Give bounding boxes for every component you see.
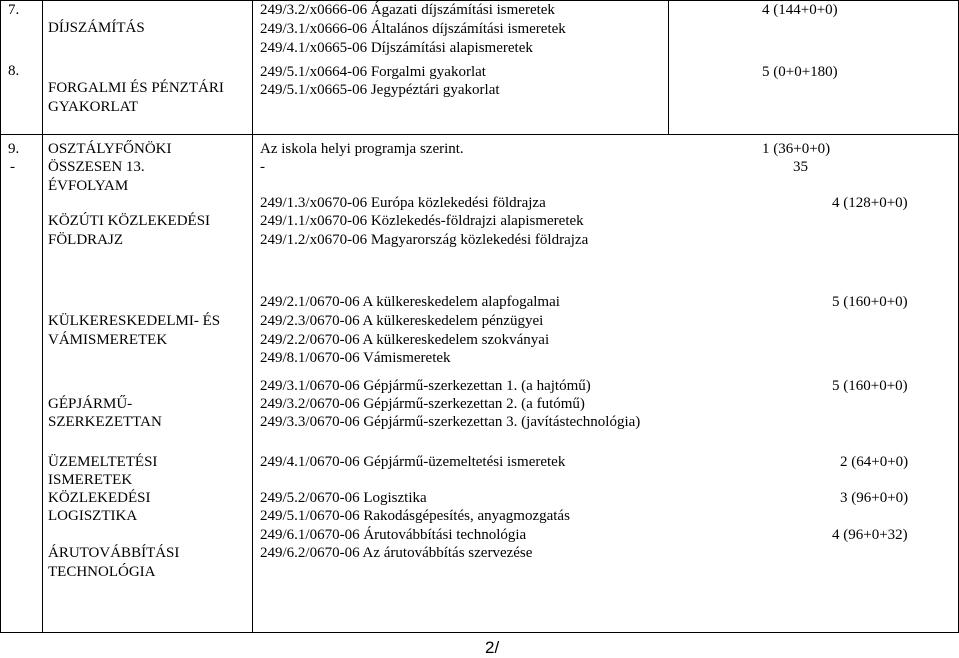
row9-number: 9. xyxy=(8,141,20,157)
row7-module-1: 249/3.2/x0666-06 Ágazati díjszámítási ismeretek xyxy=(260,2,555,18)
total-label-line2: ÉVFOLYAM xyxy=(48,178,129,194)
row9-subject: OSZTÁLYFŐNÖKI xyxy=(48,141,172,157)
row8-number: 8. xyxy=(8,63,20,79)
divider-section-bottom xyxy=(0,632,959,633)
kulker-subject-line2: VÁMISMERETEK xyxy=(48,332,168,348)
kulker-module-1: 249/2.1/0670-06 A külkereskedelem alapfogalmai xyxy=(260,294,560,310)
row7-subject: DÍJSZÁMÍTÁS xyxy=(48,20,145,36)
row8-module-2: 249/5.1/x0665-06 Jegypéztári gyakorlat xyxy=(260,82,500,98)
row8-subject-line1: FORGALMI ÉS PÉNZTÁRI xyxy=(48,80,224,96)
gepjarmu-module-1: 249/3.1/0670-06 Gépjármű-szerkezettan 1. (a hajtómű) xyxy=(260,378,591,394)
kulker-module-2: 249/2.3/0670-06 A külkereskedelem pénzügyei xyxy=(260,313,544,329)
aruto-hours: 4 (96+0+32) xyxy=(832,527,908,543)
kulker-hours: 5 (160+0+0) xyxy=(832,294,908,310)
row8-module-1: 249/5.1/x0664-06 Forgalmi gyakorlat xyxy=(260,64,486,80)
kulker-module-4: 249/8.1/0670-06 Vámismeretek xyxy=(260,350,451,366)
page-number: 2/ xyxy=(485,638,500,657)
gepjarmu-module-2: 249/3.2/0670-06 Gépjármű-szerkezettan 2. (a futómű) xyxy=(260,396,585,412)
aruto-module-2: 249/6.2/0670-06 Az árutovábbítás szervezése xyxy=(260,545,533,561)
row7-module-2: 249/3.1/x0666-06 Általános díjszámítási ismeretek xyxy=(260,21,566,37)
kozuti-subject-line1: KÖZÚTI KÖZLEKEDÉSI xyxy=(48,213,211,229)
logisztika-module-2: 249/5.1/0670-06 Rakodásgépesítés, anyagmozgatás xyxy=(260,508,570,524)
logisztika-subject-line2: LOGISZTIKA xyxy=(48,508,138,524)
col-subject-divider xyxy=(252,0,253,633)
kozuti-subject-line2: FÖLDRAJZ xyxy=(48,232,124,248)
gepjarmu-subject-line2: SZERKEZETTAN xyxy=(48,414,162,430)
aruto-module-1: 249/6.1/0670-06 Árutovábbítási technológia xyxy=(260,527,527,543)
divider-row9-top xyxy=(0,134,959,135)
aruto-subject-line2: TECHNOLÓGIA xyxy=(48,564,156,580)
row9-hours: 1 (36+0+0) xyxy=(762,141,831,157)
kozuti-hours: 4 (128+0+0) xyxy=(832,195,908,211)
kulker-module-3: 249/2.2/0670-06 A külkereskedelem szokványai xyxy=(260,332,550,348)
uzem-hours: 2 (64+0+0) xyxy=(840,454,909,470)
gepjarmu-subject-line1: GÉPJÁRMŰ- xyxy=(48,396,133,412)
uzem-module: 249/4.1/0670-06 Gépjármű-üzemeltetési ismeretek xyxy=(260,454,566,470)
col-module-divider xyxy=(668,0,669,135)
gepjarmu-hours: 5 (160+0+0) xyxy=(832,378,908,394)
row8-subject-line2: GYAKORLAT xyxy=(48,99,138,115)
gepjarmu-module-3: 249/3.3/0670-06 Gépjármű-szerkezettan 3. (javítástechnológia) xyxy=(260,414,641,430)
aruto-subject-line1: ÁRUTOVÁBBÍTÁSI xyxy=(48,545,180,561)
uzem-subject-line2: ISMERETEK xyxy=(48,472,133,488)
row7-module-3: 249/4.1/x0665-06 Díjszámítási alapismeretek xyxy=(260,40,533,56)
col-num-divider xyxy=(42,0,43,633)
logisztika-hours: 3 (96+0+0) xyxy=(840,490,909,506)
kulker-subject-line1: KÜLKERESKEDELMI- ÉS xyxy=(48,313,221,329)
total-module-dash: - xyxy=(260,159,265,175)
kozuti-module-2: 249/1.1/x0670-06 Közlekedés-földrajzi alapismeretek xyxy=(260,213,584,229)
row7-hours: 4 (144+0+0) xyxy=(762,2,838,18)
total-value: 35 xyxy=(793,159,808,175)
total-dash: - xyxy=(10,159,15,175)
col-left-border xyxy=(0,0,1,633)
logisztika-module-1: 249/5.2/0670-06 Logisztika xyxy=(260,490,427,506)
total-label-line1: ÖSSZESEN 13. xyxy=(48,159,145,175)
logisztika-subject-line1: KÖZLEKEDÉSI xyxy=(48,490,151,506)
uzem-subject-line1: ÜZEMELTETÉSI xyxy=(48,454,158,470)
kozuti-module-3: 249/1.2/x0670-06 Magyarország közlekedési földrajza xyxy=(260,232,589,248)
row7-number: 7. xyxy=(8,2,20,18)
kozuti-module-1: 249/1.3/x0670-06 Európa közlekedési földrajza xyxy=(260,195,546,211)
row9-module: Az iskola helyi programja szerint. xyxy=(260,141,464,157)
row8-hours: 5 (0+0+180) xyxy=(762,64,838,80)
